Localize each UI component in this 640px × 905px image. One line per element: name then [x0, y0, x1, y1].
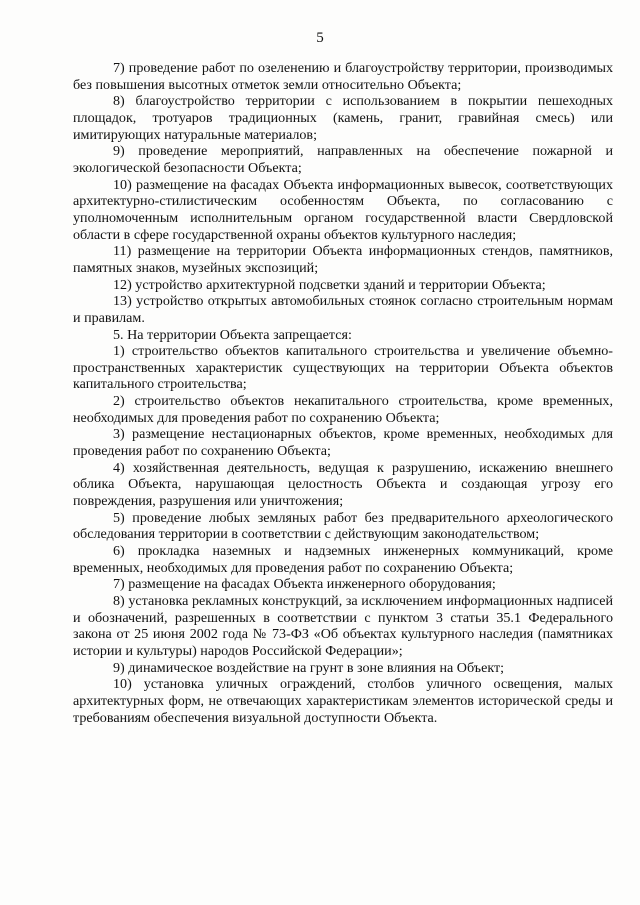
paragraph-item-10-prohibited: 10) установка уличных ограждений, столбов уличного освещения, малых архитектурных форм, не отвечающих характеристикам элементов исторической среды и требованиям обеспечения визуальной доступности Объекта.	[73, 676, 613, 726]
paragraph-item-10-permitted: 10) размещение на фасадах Объекта информационных вывесок, соответствующих архитектурно-стилистическим особенностям Объекта, по согласованию с уполномоченным исполнительным органом государственной власти Свердловской области в сфере государственной охраны объектов культурного наследия;	[73, 176, 613, 243]
paragraph-item-8-prohibited: 8) установка рекламных конструкций, за исключением информационных надписей и обозначений, разрешенных в соответствии с пунктом 3 статьи 35.1 Федерального закона от 25 июня 2002 года № 73-ФЗ «Об объектах культурного наследия (памятниках истории и культуры) народов Российской Федерации»;	[73, 593, 613, 659]
paragraph-item-9-prohibited: 9) динамическое воздействие на грунт в зоне влияния на Объект;	[113, 659, 505, 676]
page-number: 5	[316, 30, 324, 46]
paragraph-item-13-permitted: 13) устройство открытых автомобильных стоянок согласно строительным нормам и правилам.	[73, 293, 613, 326]
paragraph-item-11-permitted: 11) размещение на территории Объекта информационных стендов, памятников, памятных знаков, музейных экспозиций;	[73, 243, 613, 276]
paragraph-item-2-prohibited: 2) строительство объектов некапитального строительства, кроме временных, необходимых для проведения работ по сохранению Объекта;	[73, 393, 613, 426]
section-heading-prohibited: 5. На территории Объекта запрещается:	[113, 326, 352, 343]
document-body	[73, 60, 613, 726]
paragraph-item-8-permitted: 8) благоустройство территории с использованием в покрытии пешеходных площадок, тротуаров традиционных (камень, гранит, гравийная смесь) или имитирующих натуральные материалов;	[73, 93, 613, 143]
paragraph-item-1-prohibited: 1) строительство объектов капитального строительства и увеличение объемно-пространственных характеристик существующих на территории Объекта объектов капитального строительства;	[73, 343, 613, 393]
paragraph-item-12-permitted: 12) устройство архитектурной подсветки зданий и территории Объекта;	[113, 276, 546, 293]
paragraph-item-7-permitted: 7) проведение работ по озеленению и благоустройству территории, производимых без повышения высотных отметок земли относительно Объекта;	[73, 60, 613, 93]
paragraph-item-3-prohibited: 3) размещение нестационарных объектов, кроме временных, необходимых для проведения работ по сохранению Объекта;	[73, 426, 613, 460]
paragraph-item-7-prohibited: 7) размещение на фасадах Объекта инженерного оборудования;	[113, 576, 496, 593]
paragraph-item-5-prohibited: 5) проведение любых земляных работ без предварительного археологического обследования территории в соответствии с действующим законодательством;	[73, 509, 613, 543]
paragraph-item-4-prohibited: 4) хозяйственная деятельность, ведущая к разрушению, искажению внешнего облика Объекта, нарушающая целостность Объекта и создающая угрозу его повреждения, разрушения или уничтожения;	[73, 459, 613, 510]
paragraph-item-9-permitted: 9) проведение мероприятий, направленных на обеспечение пожарной и экологической безопасности Объекта;	[73, 143, 613, 176]
paragraph-item-6-prohibited: 6) прокладка наземных и надземных инженерных коммуникаций, кроме временных, необходимых для проведения работ по сохранению Объекта;	[73, 543, 613, 576]
